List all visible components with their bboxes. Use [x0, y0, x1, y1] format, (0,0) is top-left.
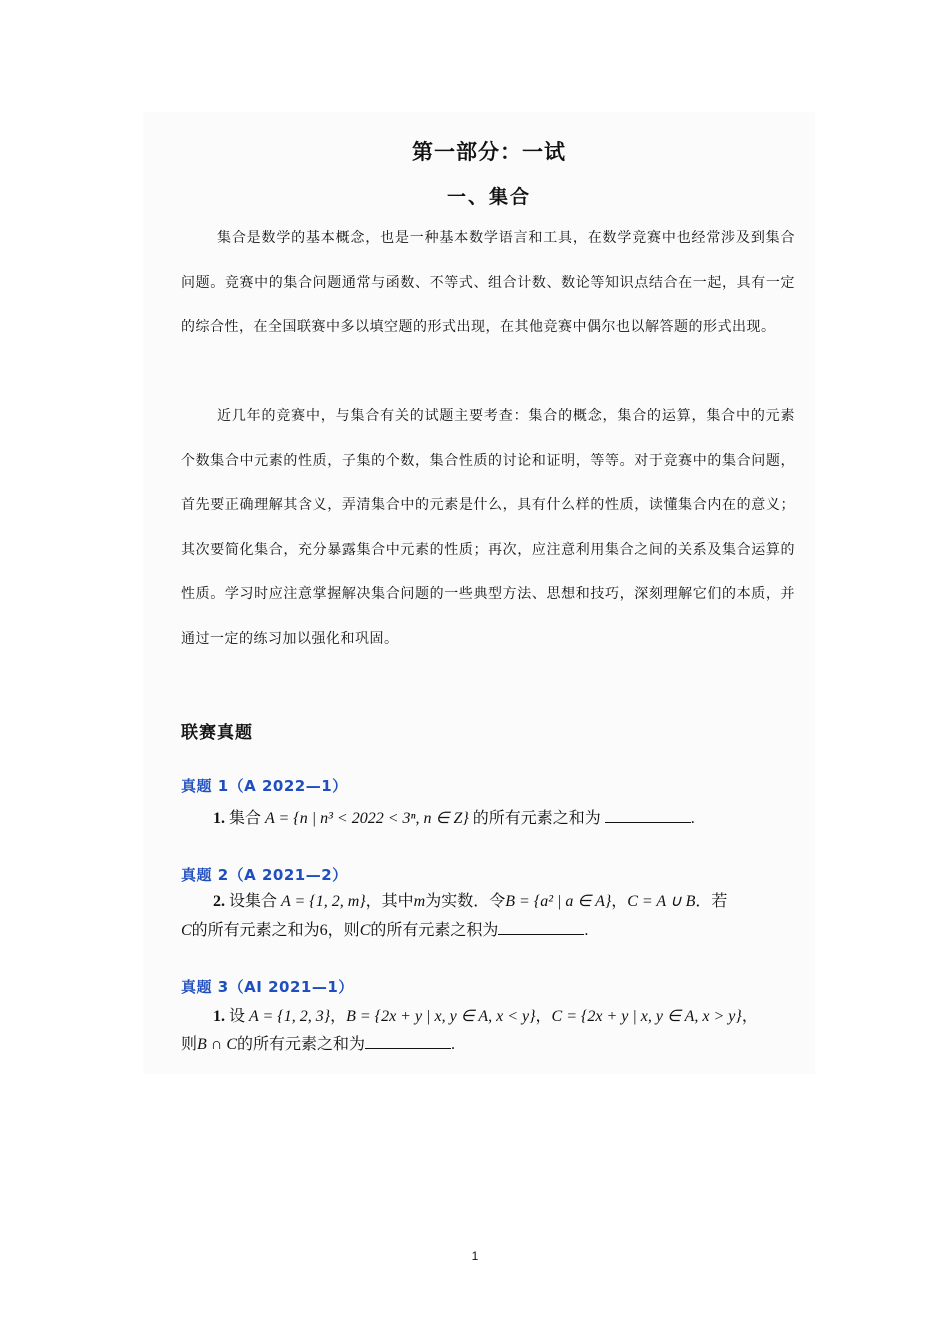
math-expression: A = {n | n³ < 2022 < 3ⁿ, n ∈ Z}	[265, 810, 469, 827]
problem-2-line-2: C的所有元素之和为6，则C的所有元素之积为 .	[181, 918, 588, 944]
answer-blank	[365, 1032, 451, 1049]
problem-number: 1.	[213, 1008, 225, 1025]
problem-number: 1.	[213, 810, 225, 827]
answer-blank	[605, 806, 691, 823]
intro-paragraph-2: 近几年的竞赛中，与集合有关的试题主要考查：集合的概念，集合的运算，集合中的元素个数集合中元素的性质，子集的个数，集合性质的讨论和证明，等等。对于竞赛中的集合问题，首先要正确理解其含义，弄清集合中的元素是什么，具有什么样的性质，读懂集合内在的意义；其次要简化集合，充分暴露集合中元素的性质；再次，应注意利用集合之间的关系及集合运算的性质。学习时应注意掌握解决集合问题的一些典型方法、思想和技巧，深刻理解它们的本质，并通过一定的练习加以强化和巩固。	[181, 408, 795, 647]
intro-paragraph-1: 集合是数学的基本概念，也是一种基本数学语言和工具，在数学竞赛中也经常涉及到集合问题。竞赛中的集合问题通常与函数、不等式、组合计数、数论等知识点结合在一起，具有一定的综合性，在全国联赛中多以填空题的形式出现，在其他竞赛中偶尔也以解答题的形式出现。	[181, 230, 795, 335]
problem-1: 1. 集合 A = {n | n³ < 2022 < 3ⁿ, n ∈ Z} 的所有元素之和为 .	[213, 806, 695, 832]
problem-3-line-1: 1. 设 A = {1, 2, 3}，B = {2x + y | x, y ∈ A, x < y}，C = {2x + y | x, y ∈ A, x > y}，	[213, 1008, 758, 1025]
problem-2-line-1: 2. 设集合 A = {1, 2, m}，其中m为实数．令B = {a² | a ∈ A}，C = A ∪ B．若	[213, 893, 728, 910]
section-title: 联赛真题	[181, 723, 253, 743]
problem-tag-1: 真题 1（A 2022—1）	[181, 777, 348, 795]
answer-blank	[498, 918, 584, 935]
problem-tag-2: 真题 2（A 2021—2）	[181, 866, 348, 884]
chapter-title: 一、集合	[446, 186, 531, 208]
page-number: 1	[471, 1249, 479, 1263]
problem-tag-3: 真题 3（AI 2021—1）	[181, 978, 354, 996]
part-title: 第一部分：一试	[412, 139, 566, 164]
problem-3-line-2: 则B ∩ C的所有元素之和为 .	[181, 1032, 455, 1058]
problem-number: 2.	[213, 893, 225, 910]
